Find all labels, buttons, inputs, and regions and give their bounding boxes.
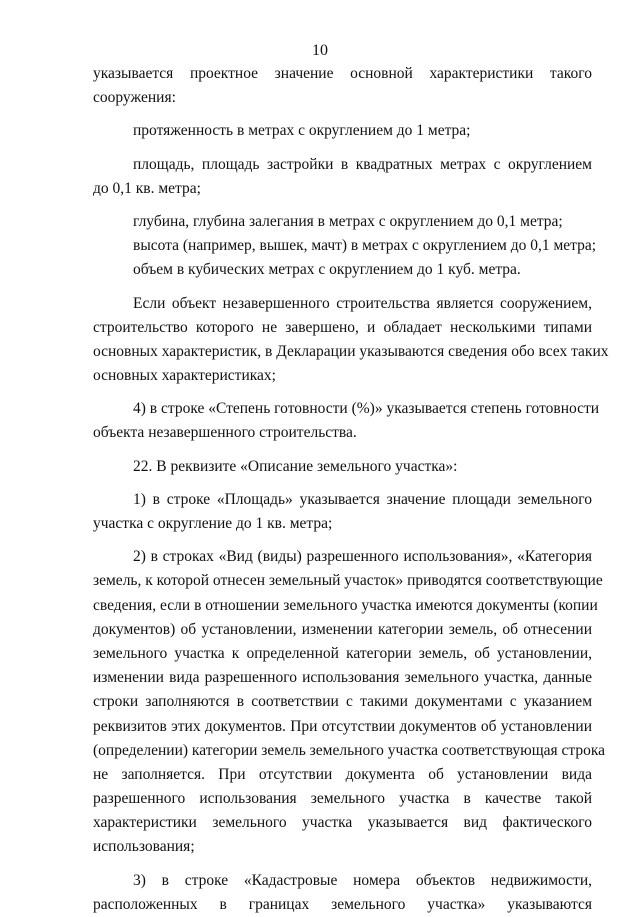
paragraph-gap bbox=[93, 110, 592, 119]
document-body bbox=[93, 62, 609, 917]
text-line: документов) об установлении, изменении категории земель, об отнесении bbox=[93, 620, 592, 638]
text-line: сведения, если в отношении земельного участка имеются документы (копии bbox=[93, 596, 598, 614]
text-line: участка с округление до 1 кв. метра; bbox=[93, 515, 333, 532]
text-line: земельного участка к определенной категории земель, об установлении, bbox=[93, 644, 592, 662]
text-line: использования; bbox=[93, 838, 195, 856]
text-line: расположенных в границах земельного участка» указываются bbox=[93, 895, 592, 913]
paragraph-gap bbox=[93, 144, 592, 153]
text-line: указывается проектное значение основной характеристики такого bbox=[93, 65, 592, 82]
paragraph-gap bbox=[93, 446, 592, 455]
text-line: реквизитов этих документов. При отсутствии документов об установлении bbox=[93, 717, 592, 735]
text-line: изменении вида разрешенного использования земельного участка, данные bbox=[93, 669, 592, 687]
text-line: площадь, площадь застройки в квадратных метрах с округлением bbox=[133, 155, 592, 173]
text-line: 4) в строке «Степень готовности (%)» указывается степень готовности bbox=[133, 400, 600, 418]
text-line: (определении) категории земель земельного участка соответствующая строка bbox=[93, 741, 606, 759]
text-line: протяженность в метрах с округлением до 1 метра; bbox=[133, 122, 471, 140]
text-line: основных характеристик, в Декларации указываются сведения обо всех таких bbox=[93, 342, 609, 360]
text-line: объекта незавершенного строительства. bbox=[93, 424, 357, 442]
text-line: объем в кубических метрах с округлением до 1 куб. метра. bbox=[133, 261, 521, 279]
page-number: 10 bbox=[312, 42, 328, 59]
text-line: сооружения: bbox=[93, 89, 176, 107]
text-line: высота (например, вышек, мачт) в метрах с округлением до 0,1 метра; bbox=[133, 237, 597, 255]
text-line: 22. В реквизите «Описание земельного участка»: bbox=[133, 457, 458, 475]
paragraph-gap bbox=[93, 388, 592, 397]
paragraph-gap bbox=[93, 860, 592, 869]
text-line: до 0,1 кв. метра; bbox=[93, 179, 201, 197]
paragraph-gap bbox=[93, 283, 592, 292]
paragraph-gap bbox=[93, 479, 592, 488]
text-line: характеристики земельного участка указывается вид фактического bbox=[93, 814, 592, 832]
text-line: основных характеристиках; bbox=[93, 367, 276, 385]
text-line: 2) в строках «Вид (виды) разрешенного использования», «Категория bbox=[133, 548, 592, 566]
text-line: 1) в строке «Площадь» указывается значение площади земельного bbox=[133, 490, 592, 508]
text-line: глубина, глубина залегания в метрах с округлением до 0,1 метра; bbox=[133, 212, 563, 230]
text-line: Если объект незавершенного строительства является сооружением, bbox=[133, 294, 592, 312]
text-line: строки заполняются в соответствии с такими документами с указанием bbox=[93, 693, 592, 711]
text-line: строительство которого не завершено, и обладает несколькими типами bbox=[93, 318, 592, 336]
text-line: 3) в строке «Кадастровые номера объектов недвижимости, bbox=[133, 871, 592, 889]
text-line: разрешенного использования земельного участка в качестве такой bbox=[93, 790, 592, 808]
paragraph-gap bbox=[93, 536, 592, 545]
text-line: земель, к которой отнесен земельный участок» приводятся соответствующие bbox=[93, 572, 603, 590]
paragraph-gap bbox=[93, 201, 592, 210]
text-line: не заполняется. При отсутствии документа об установлении вида bbox=[93, 765, 592, 783]
